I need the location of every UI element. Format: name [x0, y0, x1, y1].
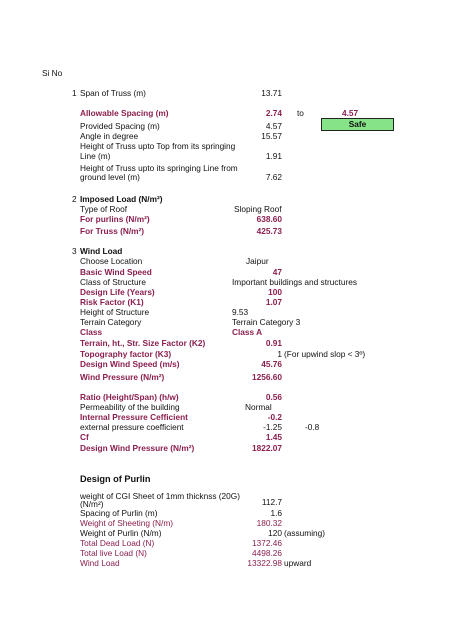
- cf-label: Cf: [80, 432, 89, 442]
- location-value: Jaipur: [246, 256, 269, 266]
- height-ground-value: 7.62: [265, 172, 282, 182]
- design-wind-pressure-value: 1822.07: [252, 443, 282, 453]
- terrain-category-value: Terrain Category 3: [232, 317, 301, 327]
- wind-pressure-value: 1256.60: [252, 372, 282, 382]
- height-ground-label-1: Height of Truss upto its springing Line from: [80, 163, 238, 173]
- total-live-load-value: 4498.26: [252, 548, 282, 558]
- total-live-load-label: Total live Load (N): [80, 548, 147, 558]
- span-label: Span of Truss (m): [80, 88, 146, 98]
- truss-load-label: For Truss (N/m²): [80, 226, 145, 236]
- height-top-label-1: Height of Truss upto Top from its springing: [80, 141, 236, 151]
- cgi-sheet-label-2: (N/m²): [80, 499, 104, 509]
- location-label: Choose Location: [80, 256, 143, 266]
- purlins-load-value: 638.60: [256, 214, 282, 224]
- external-pressure-value-2: -0.8: [305, 422, 320, 432]
- si-no-header: Si No: [42, 68, 63, 78]
- class-label: Class: [80, 327, 103, 337]
- sheeting-weight-value: 180.32: [256, 518, 282, 528]
- internal-pressure-label: Internal Pressure Cefficient: [80, 412, 188, 422]
- height-ground-label-2: ground level (m): [80, 172, 140, 182]
- structure-class-value: Important buildings and structures: [232, 277, 357, 287]
- class-value: Class A: [232, 327, 263, 337]
- provided-spacing-label: Provided Spacing (m): [80, 121, 160, 131]
- angle-label: Angle in degree: [80, 131, 139, 141]
- roof-type-value: Sloping Roof: [234, 204, 282, 214]
- height-top-label-2: Line (m): [80, 151, 111, 161]
- allowable-spacing-label: Allowable Spacing (m): [80, 108, 169, 118]
- angle-value: 15.57: [261, 131, 282, 141]
- design-wind-speed-label: Design Wind Speed (m/s): [80, 359, 180, 369]
- height-top-value: 1.91: [265, 151, 282, 161]
- status-badge: Safe: [321, 118, 394, 131]
- terrain-category-label: Terrain Category: [80, 317, 142, 327]
- design-life-value: 100: [268, 287, 282, 297]
- k3-note: (For upwind slop < 3º): [284, 349, 366, 359]
- permeability-label: Permeability of the building: [80, 402, 180, 412]
- k2-value: 0.91: [265, 338, 282, 348]
- ratio-value: 0.56: [265, 392, 282, 402]
- imposed-load-title: Imposed Load (N/m²): [80, 194, 163, 204]
- external-pressure-value-1: -1.25: [263, 422, 282, 432]
- purlin-spacing-label: Spacing of Purlin (m): [80, 508, 158, 518]
- total-dead-load-value: 1372.46: [252, 538, 282, 548]
- row-number-3: 3: [72, 246, 77, 256]
- structure-height-label: Height of Structure: [80, 307, 150, 317]
- risk-factor-value: 1.07: [265, 297, 282, 307]
- cf-value: 1.45: [265, 432, 282, 442]
- k3-label: Topography factor (K3): [80, 349, 172, 359]
- purlins-load-label: For purlins (N/m²): [80, 214, 150, 224]
- structure-class-label: Class of Structure: [80, 277, 146, 287]
- roof-type-label: Type of Roof: [80, 204, 128, 214]
- permeability-value: Normal: [245, 402, 272, 412]
- allowable-spacing-max: 4.57: [342, 108, 359, 118]
- purlin-section-title: Design of Purlin: [80, 474, 151, 484]
- allowable-spacing-min: 2.74: [265, 108, 282, 118]
- wind-load-title: Wind Load: [80, 246, 123, 256]
- wind-load-label: Wind Load: [80, 558, 120, 568]
- row-number-2: 2: [72, 194, 77, 204]
- basic-wind-speed-label: Basic Wind Speed: [80, 267, 152, 277]
- basic-wind-speed-value: 47: [272, 267, 282, 277]
- wind-load-value: 13322.98: [247, 558, 282, 568]
- truss-load-value: 425.73: [256, 226, 282, 236]
- sheeting-weight-label: Weight of Sheeting (N/m): [80, 518, 173, 528]
- design-life-label: Design Life (Years): [80, 287, 155, 297]
- design-wind-speed-value: 45.76: [261, 359, 282, 369]
- allowable-spacing-to: to: [297, 108, 304, 118]
- wind-pressure-label: Wind Pressure (N/m²): [80, 372, 165, 382]
- span-value: 13.71: [261, 88, 282, 98]
- risk-factor-label: Risk Factor (K1): [80, 297, 144, 307]
- purlin-weight-value: 120: [268, 528, 282, 538]
- wind-load-note: upward: [284, 558, 312, 568]
- purlin-spacing-value: 1.6: [270, 508, 282, 518]
- ratio-label: Ratio (Height/Span) (h/w): [80, 392, 179, 402]
- total-dead-load-label: Total Dead Load (N): [80, 538, 155, 548]
- row-number-1: 1: [72, 88, 77, 98]
- purlin-weight-note: (assuming): [284, 528, 326, 538]
- k2-label: Terrain, ht., Str. Size Factor (K2): [80, 338, 206, 348]
- k3-value: 1: [277, 349, 282, 359]
- internal-pressure-value: -0.2: [267, 412, 282, 422]
- cgi-sheet-value: 112.7: [261, 497, 282, 507]
- structure-height-value: 9.53: [232, 307, 249, 317]
- provided-spacing-value: 4.57: [265, 121, 282, 131]
- design-wind-pressure-label: Design Wind Pressure (N/m²): [80, 443, 195, 453]
- cgi-sheet-label-1: weight of CGI Sheet of 1mm thicknss (20G): [80, 491, 241, 501]
- purlin-weight-label: Weight of Purlin (N/m): [80, 528, 162, 538]
- external-pressure-label: external pressure coefficient: [80, 422, 184, 432]
